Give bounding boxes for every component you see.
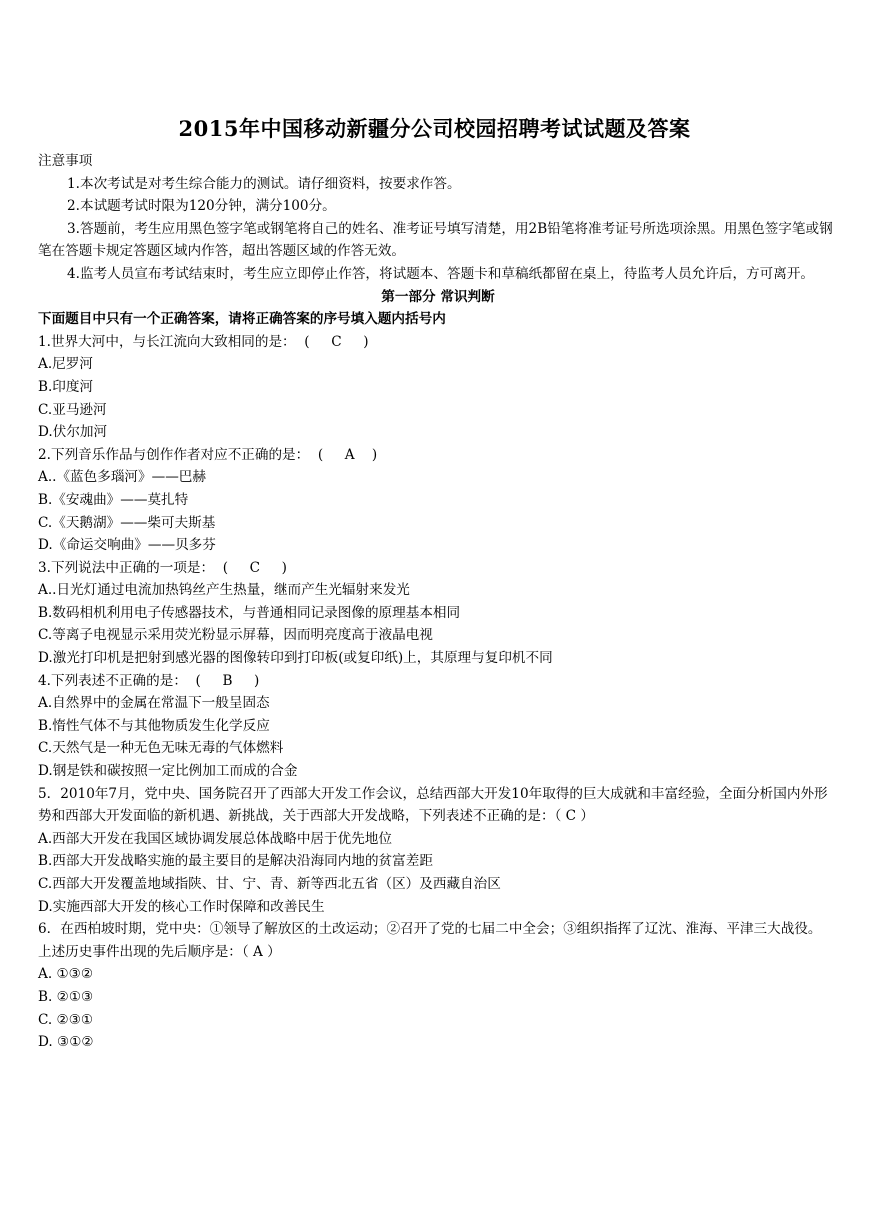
question-4 [38,670,838,783]
question-1 [38,331,838,444]
document-body [38,150,838,1054]
question-option: C.西部大开发覆盖地域指陕、甘、宁、青、新等西北五省（区）及西藏自治区 [38,876,501,892]
question-option: B.《安魂曲》——莫扎特 [38,491,189,508]
question-option: B. ②①③ [38,988,94,1005]
question-option: C. ②③① [38,1011,94,1028]
question-2 [38,444,838,557]
question-option: B.数码相机利用电子传感器技术，与普通相同记录图像的原理基本相同 [38,604,461,621]
instruction: 下面题目中只有一个正确答案，请将正确答案的序号填入题内括号内 [38,311,446,328]
question-option: A. ①③② [38,966,94,983]
question-option: D.激光打印机是把射到感光器的图像转印到打印板(或复印纸)上，其原理与复印机不同 [38,650,553,667]
question-5 [38,783,838,919]
question-option: C.等离子电视显示采用荧光粉显示屏幕，因而明亮度高于液晶电视 [38,627,433,644]
question-sub-stem: 上述历史事件出现的先后顺序是：（ A ） [38,943,281,960]
question-stem: 3.下列说法中正确的一项是： ( C ) [38,559,287,576]
notice-item: 4.监考人员宣布考试结束时，考生应立即停止作答，将试题本、答题卡和草稿纸都留在桌上，待监考人员允许后，方可离开。 [67,265,815,282]
question-option: C.《天鹅湖》——柴可夫斯基 [38,514,216,531]
section-title: 第一部分 常识判断 [381,288,495,305]
document-title: 2015年中国移动新疆分公司校园招聘考试试题及答案 [178,116,691,141]
question-option: A..日光灯通过电流加热钨丝产生热量，继而产生光辐射来发光 [38,582,410,599]
question-option: B.西部大开发战略实施的最主要目的是解决沿海同内地的贫富差距 [38,853,433,870]
question-option: A.西部大开发在我国区域协调发展总体战略中居于优先地位 [38,830,392,847]
question-option: C.天然气是一种无色无味无毒的气体燃料 [38,740,284,757]
question-option: B.惰性气体不与其他物质发生化学反应 [38,717,270,734]
notice-item: 2.本试题考试时限为120分钟，满分100分。 [67,198,336,215]
question-option: D. ③①② [38,1034,94,1051]
question-stem: 6．在西柏坡时期，党中央：①领导了解放区的土改运动；②召开了党的七届二中全会；③组织指挥了辽沈、淮海、平津三大战役。 [38,921,822,938]
question-3 [38,557,838,670]
question-stem: 2.下列音乐作品与创作作者对应不正确的是： ( A ) [38,446,378,463]
notice-item: 1.本次考试是对考生综合能力的测试。请仔细资料，按要求作答。 [67,175,461,192]
notice-heading: 注意事项 [38,153,93,169]
question-option: A..《蓝色多瑙河》——巴赫 [38,469,206,486]
question-option: D.伏尔加河 [38,424,108,441]
question-6 [38,918,838,1054]
question-option: A.尼罗河 [38,356,93,373]
question-option: D.实施西部大开发的核心工作时保障和改善民生 [38,898,325,915]
question-stem: 4.下列表述不正确的是： ( B ) [38,672,260,689]
question-stem: 1.世界大河中，与长江流向大致相同的是： ( C ) [38,333,369,350]
question-option: D.《命运交响曲》——贝多芬 [38,537,216,554]
question-option: A.自然界中的金属在常温下一般呈固态 [38,695,270,712]
question-option: C.亚马逊河 [38,401,107,418]
question-option: B.印度河 [38,378,94,395]
notice-item: 3.答题前，考生应用黑色签字笔或钢笔将自己的姓名、准考证号填写清楚，用2B铅笔将准考证号所选项涂黑。用黑色签字笔或钢笔在答题卡规定答题区域内作答，超出答题区域的作答无效。 [38,220,833,260]
question-option: D.钢是铁和碳按照一定比例加工而成的合金 [38,763,298,780]
question-stem: 5．2010年7月，党中央、国务院召开了西部大开发工作会议，总结西部大开发10年取得的巨大成就和丰富经验，全面分析国内外形势和西部大开发面临的新机遇、新挑战，关于西部大开发战略，下列表述不正确的是：（ C ） [38,785,828,825]
